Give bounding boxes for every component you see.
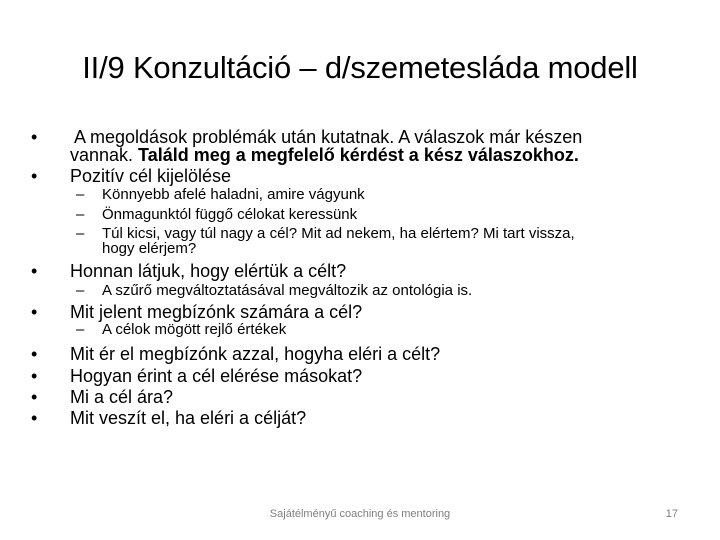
footer-text: Sajátélményű coaching és mentoring: [269, 508, 451, 520]
bullet-text: Mit veszít el, ha eléri a célját?: [70, 408, 307, 428]
bullet-symbol: •: [31, 408, 38, 428]
bullet-text: Mit jelent megbízónk számára a cél?: [70, 302, 363, 322]
bullet-text: Hogyan érint a cél elérése másokat?: [70, 366, 363, 386]
sub-item-text: hogy elérjem?: [102, 240, 197, 257]
bullet-symbol: •: [31, 387, 38, 407]
bullet-text: Pozitív cél kijelölése: [70, 166, 232, 186]
sub-item-text: A célok mögött rejlő értékek: [102, 321, 287, 338]
bullet-text: Honnan látjuk, hogy elértük a célt?: [70, 261, 347, 281]
bullet-symbol: •: [31, 344, 38, 364]
dash-symbol: –: [76, 186, 85, 203]
dash-symbol: –: [76, 206, 85, 223]
bullet-symbol: •: [31, 166, 38, 186]
bullet-text: Mit ér el megbízónk azzal, hogyha eléri a célt?: [70, 344, 441, 364]
bullet-text: A megoldások problémák után kutatnak. A válaszok már készen: [70, 127, 583, 147]
bullet-symbol: •: [31, 127, 38, 147]
dash-symbol: –: [76, 282, 85, 299]
bullet-text: Mi a cél ára?: [70, 387, 174, 407]
bullet-symbol: •: [31, 302, 38, 322]
sub-item-text: Könnyebb afelé haladni, amire vágyunk: [102, 186, 365, 203]
bullet-text-bold: Találd meg a megfelelő kérdést a kész válaszokhoz.: [138, 145, 579, 165]
bullet-symbol: •: [31, 261, 38, 281]
page-number: 17: [665, 508, 678, 520]
bullet-text: vannak.: [70, 145, 139, 165]
sub-item-text: A szűrő megváltoztatásával megváltozik az ontológia is.: [102, 282, 473, 299]
sub-item-text: Önmagunktól függő célokat keressünk: [102, 206, 358, 223]
slide-title: II/9 Konzultáció – d/szemetesláda modell: [82, 50, 638, 85]
dash-symbol: –: [76, 321, 85, 338]
bullet-symbol: •: [31, 366, 38, 386]
dash-symbol: –: [76, 225, 85, 242]
sub-item-text: Túl kicsi, vagy túl nagy a cél? Mit ad nekem, ha elértem? Mi tart vissza,: [102, 225, 575, 242]
